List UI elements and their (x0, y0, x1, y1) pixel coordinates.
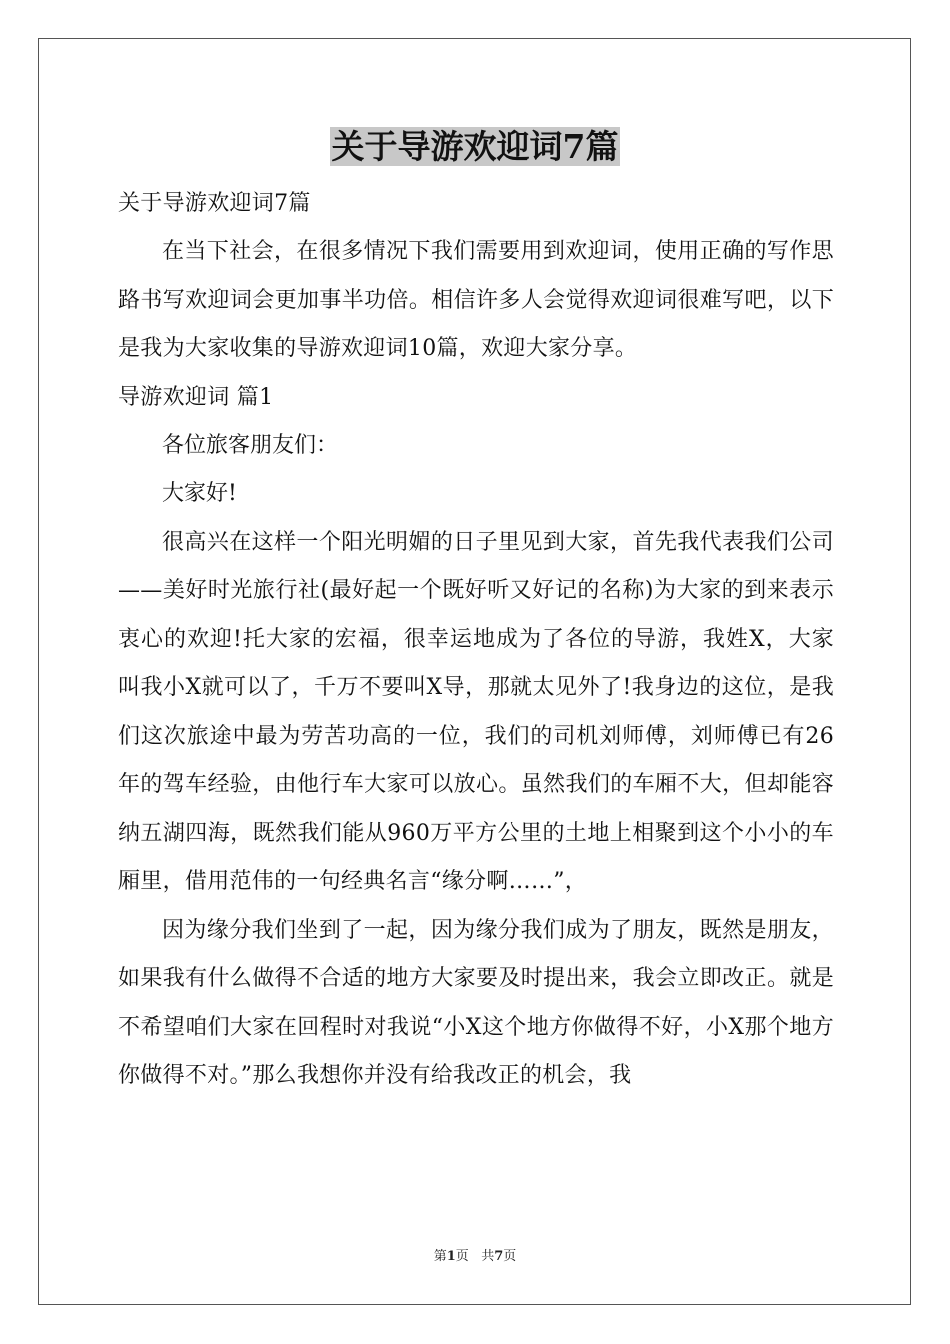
section-heading: 导游欢迎词 篇1 (118, 384, 274, 410)
document-subtitle: 关于导游欢迎词7篇 (118, 191, 311, 216)
footer-page-mid: 页 共 (455, 1249, 495, 1264)
footer-page-prefix: 第 (433, 1249, 447, 1264)
document-title (0, 125, 950, 169)
footer-page-total: 7 (494, 1249, 504, 1264)
greeting-line: 各位旅客朋友们： (162, 432, 339, 458)
document-title-text: 关于导游欢迎词7篇 (331, 127, 619, 166)
page-footer (0, 1248, 950, 1266)
document-body (118, 180, 834, 1101)
intro-paragraph: 在当下社会，在很多情况下我们需要用到欢迎词，使用正确的写作思路书写欢迎词会更加事半功倍。相信许多人会觉得欢迎词很难写吧，以下是我为大家收集的导游欢迎词10篇，欢迎大家分享。 (118, 239, 834, 361)
body-paragraph-1: 很高兴在这样一个阳光明媚的日子里见到大家，首先我代表我们公司——美好时光旅行社(最好起一个既好听又好记的名称)为大家的到来表示衷心的欢迎!托大家的宏福，很幸运地成为了各位的导游，我姓X，大家叫我小X就可以了，千万不要叫X导，那就太见外了!我身边的这位，是我们这次旅途中最为劳苦功高的一位，我们的司机刘师傅，刘师傅已有26年的驾车经验，由他行车大家可以放心。虽然我们的车厢不大，但却能容纳五湖四海，既然我们能从960万平方公里的土地上相聚到这个小小的车厢里，借用范伟的一句经典名言“缘分啊……”， (118, 529, 834, 894)
hello-line: 大家好! (162, 481, 237, 506)
footer-page-current: 1 (446, 1249, 456, 1264)
body-paragraph-2: 因为缘分我们坐到了一起，因为缘分我们成为了朋友，既然是朋友，如果我有什么做得不合适的地方大家要及时提出来，我会立即改正。就是不希望咱们大家在回程时对我说“小X这个地方你做得不好，小X那个地方你做得不对。”那么我想你并没有给我改正的机会，我 (118, 917, 834, 1088)
footer-page-suffix: 页 (503, 1249, 517, 1264)
